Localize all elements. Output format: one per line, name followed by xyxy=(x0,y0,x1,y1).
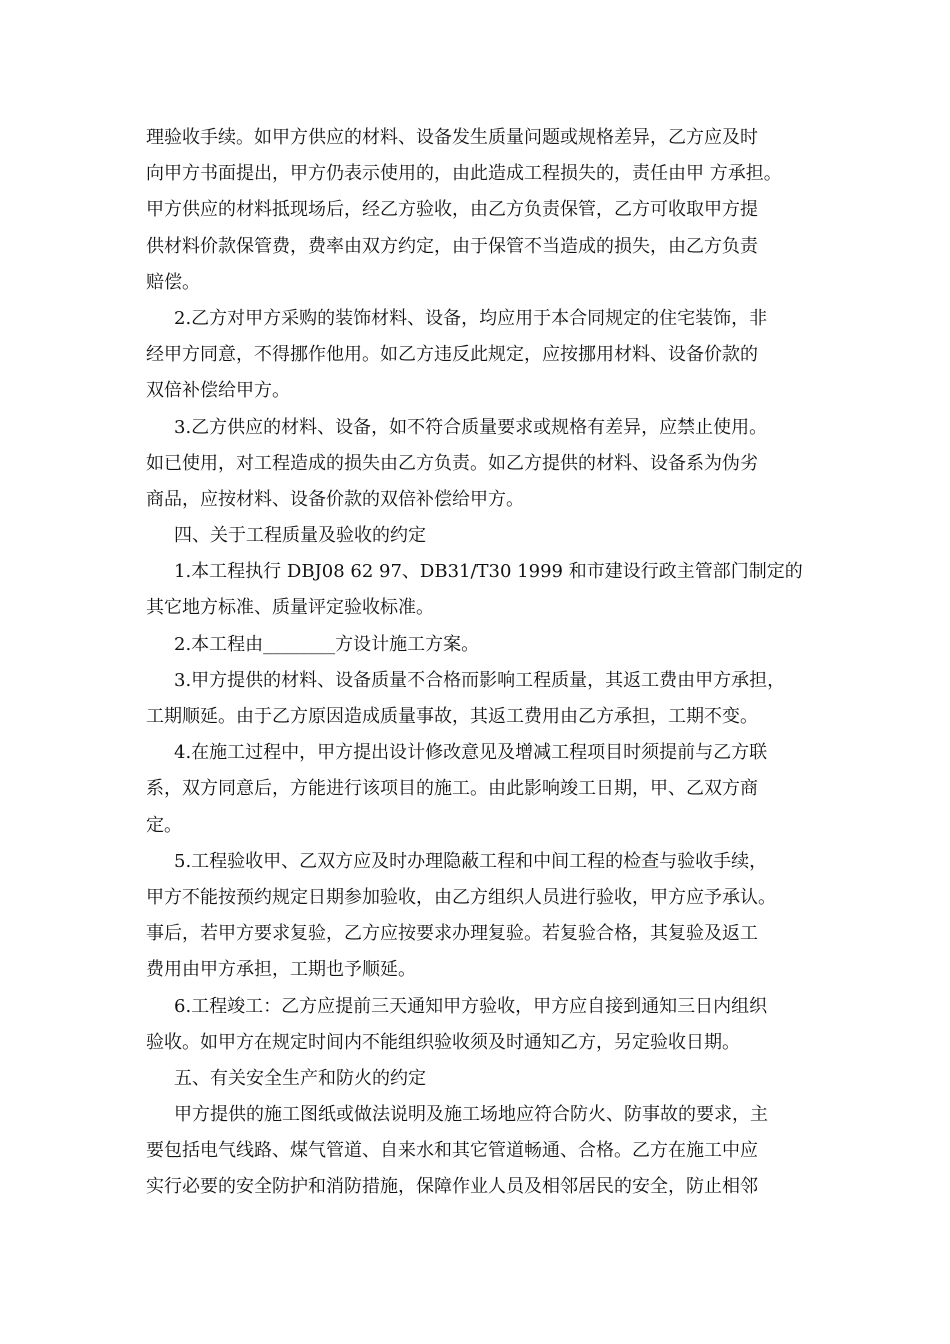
clause-line: 甲方提供的施工图纸或做法说明及施工场地应符合防火、防事故的要求，主 xyxy=(174,1104,768,1126)
text-line: 双倍补偿给甲方。 xyxy=(146,380,290,402)
text-line: 经甲方同意，不得挪作他用。如乙方违反此规定，应按挪用材料、设备价款的 xyxy=(146,344,758,366)
text-line: 理验收手续。如甲方供应的材料、设备发生质量问题或规格差异，乙方应及时 xyxy=(146,127,758,148)
clause-line: 3.甲方提供的材料、设备质量不合格而影响工程质量，其返工费由甲方承担， xyxy=(174,669,786,691)
clause-line: 6.工程竣工：乙方应提前三天通知甲方验收，甲方应自接到通知三日内组织 xyxy=(174,995,768,1017)
clause-line: 2.本工程由________方设计施工方案。 xyxy=(174,633,480,655)
section-heading: 四、关于工程质量及验收的约定 xyxy=(174,525,426,547)
clause-line: 1.本工程执行 DBJ08 62 97、DB31/T30 1999 和市建设行政主管部门制定的 xyxy=(174,561,803,583)
text-line: 其它地方标准、质量评定验收标准。 xyxy=(146,597,434,619)
clause-line: 2.乙方对甲方采购的装饰材料、设备，均应用于本合同规定的住宅装饰，非 xyxy=(174,307,768,329)
text-line: 费用由甲方承担，工期也予顺延。 xyxy=(146,959,416,981)
text-line: 供材料价款保管费，费率由双方约定，由于保管不当造成的损失，由乙方负责 xyxy=(146,235,758,257)
text-line: 实行必要的安全防护和消防措施，保障作业人员及相邻居民的安全，防止相邻 xyxy=(146,1176,758,1198)
text-line: 商品，应按材料、设备价款的双倍补偿给甲方。 xyxy=(146,488,524,510)
text-line: 事后，若甲方要求复验，乙方应按要求办理复验。若复验合格，其复验及返工 xyxy=(146,923,758,945)
section-heading: 五、有关安全生产和防火的约定 xyxy=(174,1067,426,1089)
text-line: 工期顺延。由于乙方原因造成质量事故，其返工费用由乙方承担，工期不变。 xyxy=(146,706,758,727)
text-line: 向甲方书面提出，甲方仍表示使用的，由此造成工程损失的，责任由甲 方承担。 xyxy=(146,163,782,185)
text-line: 定。 xyxy=(146,814,182,836)
clause-line: 5.工程验收甲、乙双方应及时办理隐蔽工程和中间工程的检查与验收手续， xyxy=(174,850,768,872)
text-line: 甲方供应的材料抵现场后，经乙方验收，由乙方负责保管，乙方可收取甲方提 xyxy=(146,199,758,221)
clause-line: 3.乙方供应的材料、设备，如不符合质量要求或规格有差异，应禁止使用。 xyxy=(174,416,768,438)
text-line: 赔偿。 xyxy=(146,271,200,293)
text-line: 甲方不能按预约规定日期参加验收，由乙方组织人员进行验收，甲方应予承认。 xyxy=(146,886,776,908)
text-line: 验收。如甲方在规定时间内不能组织验收须及时通知乙方，另定验收日期。 xyxy=(146,1031,740,1053)
text-line: 如已使用，对工程造成的损失由乙方负责。如乙方提供的材料、设备系为伪劣 xyxy=(146,452,758,474)
document-body xyxy=(146,120,811,1206)
clause-line: 4.在施工过程中，甲方提出设计修改意见及增减工程项目时须提前与乙方联 xyxy=(174,742,768,764)
text-line: 要包括电气线路、煤气管道、自来水和其它管道畅通、合格。乙方在施工中应 xyxy=(146,1140,758,1162)
text-line: 系，双方同意后，方能进行该项目的施工。由此影响竣工日期，甲、乙双方商 xyxy=(146,778,758,800)
